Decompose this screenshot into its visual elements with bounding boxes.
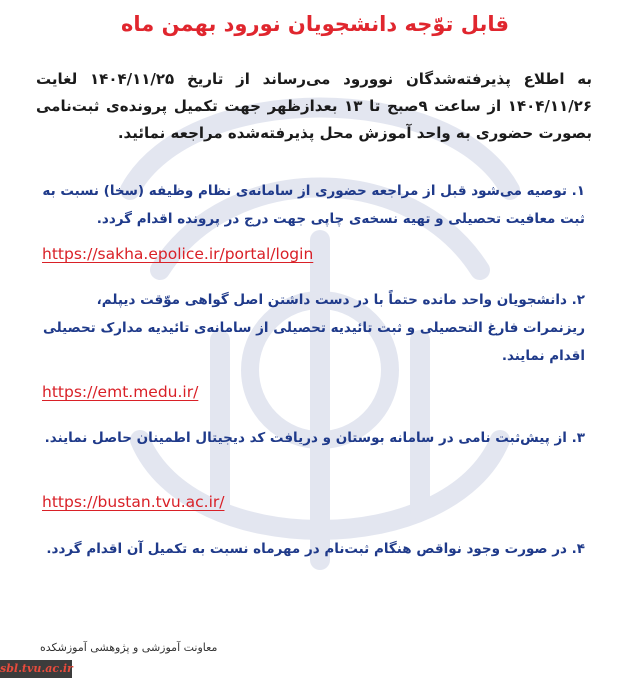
- list-item-3: ۳. از پیش‌ثبت نامی در سامانه بوستان و دریافت کد دیجیتال اطمینان حاصل نمایند.: [44, 430, 585, 446]
- link-bustan[interactable]: https://bustan.tvu.ac.ir/: [42, 493, 225, 511]
- site-badge: sbl.tvu.ac.ir: [0, 660, 72, 678]
- intro-paragraph: به اطلاع پذیرفته‌شدگان نوورود می‌رساند از تاریخ ۱۴۰۴/۱۱/۲۵ لغایت ۱۴۰۴/۱۱/۲۶ از ساعت ۹صبح تا ۱۳ بعدازظهر جهت تکمیل پرونده‌ی ثبت‌نامی بصورت حضوری به واحد آموزش محل پذیرفته‌شده مراجعه نمائید.: [36, 70, 592, 142]
- link-sakha[interactable]: https://sakha.epolice.ir/portal/login: [42, 245, 314, 263]
- footer-signature: معاونت آموزشی و پژوهشی آموزشکده: [40, 641, 218, 654]
- list-item-4: ۴. در صورت وجود نواقص هنگام ثبت‌نام در مهرماه نسبت به تکمیل آن اقدام گردد.: [46, 541, 585, 557]
- list-item-1: ۱. توصیه می‌شود قبل از مراجعه حضوری از سامانه‌ی نظام وظیفه (سخا) نسبت به ثبت معافیت تحصیلی و تهیه نسخه‌ی چاپی جهت درج در پرونده اقدام گردد.: [42, 183, 585, 227]
- link-emt[interactable]: https://emt.medu.ir/: [42, 383, 199, 401]
- list-item-2: ۲. دانشجویان واحد مانده حتماً با در دست داشتن اصل گواهی موّقت دیپلم، ریزنمرات فارغ التحصیلی و ثبت تائیدیه تحصیلی از سامانه‌ی تائیدیه مدارک تحصیلی اقدام نمایند.: [42, 292, 585, 364]
- page-title: قابل توّجه دانشجویان نورود بهمن ماه: [121, 12, 509, 36]
